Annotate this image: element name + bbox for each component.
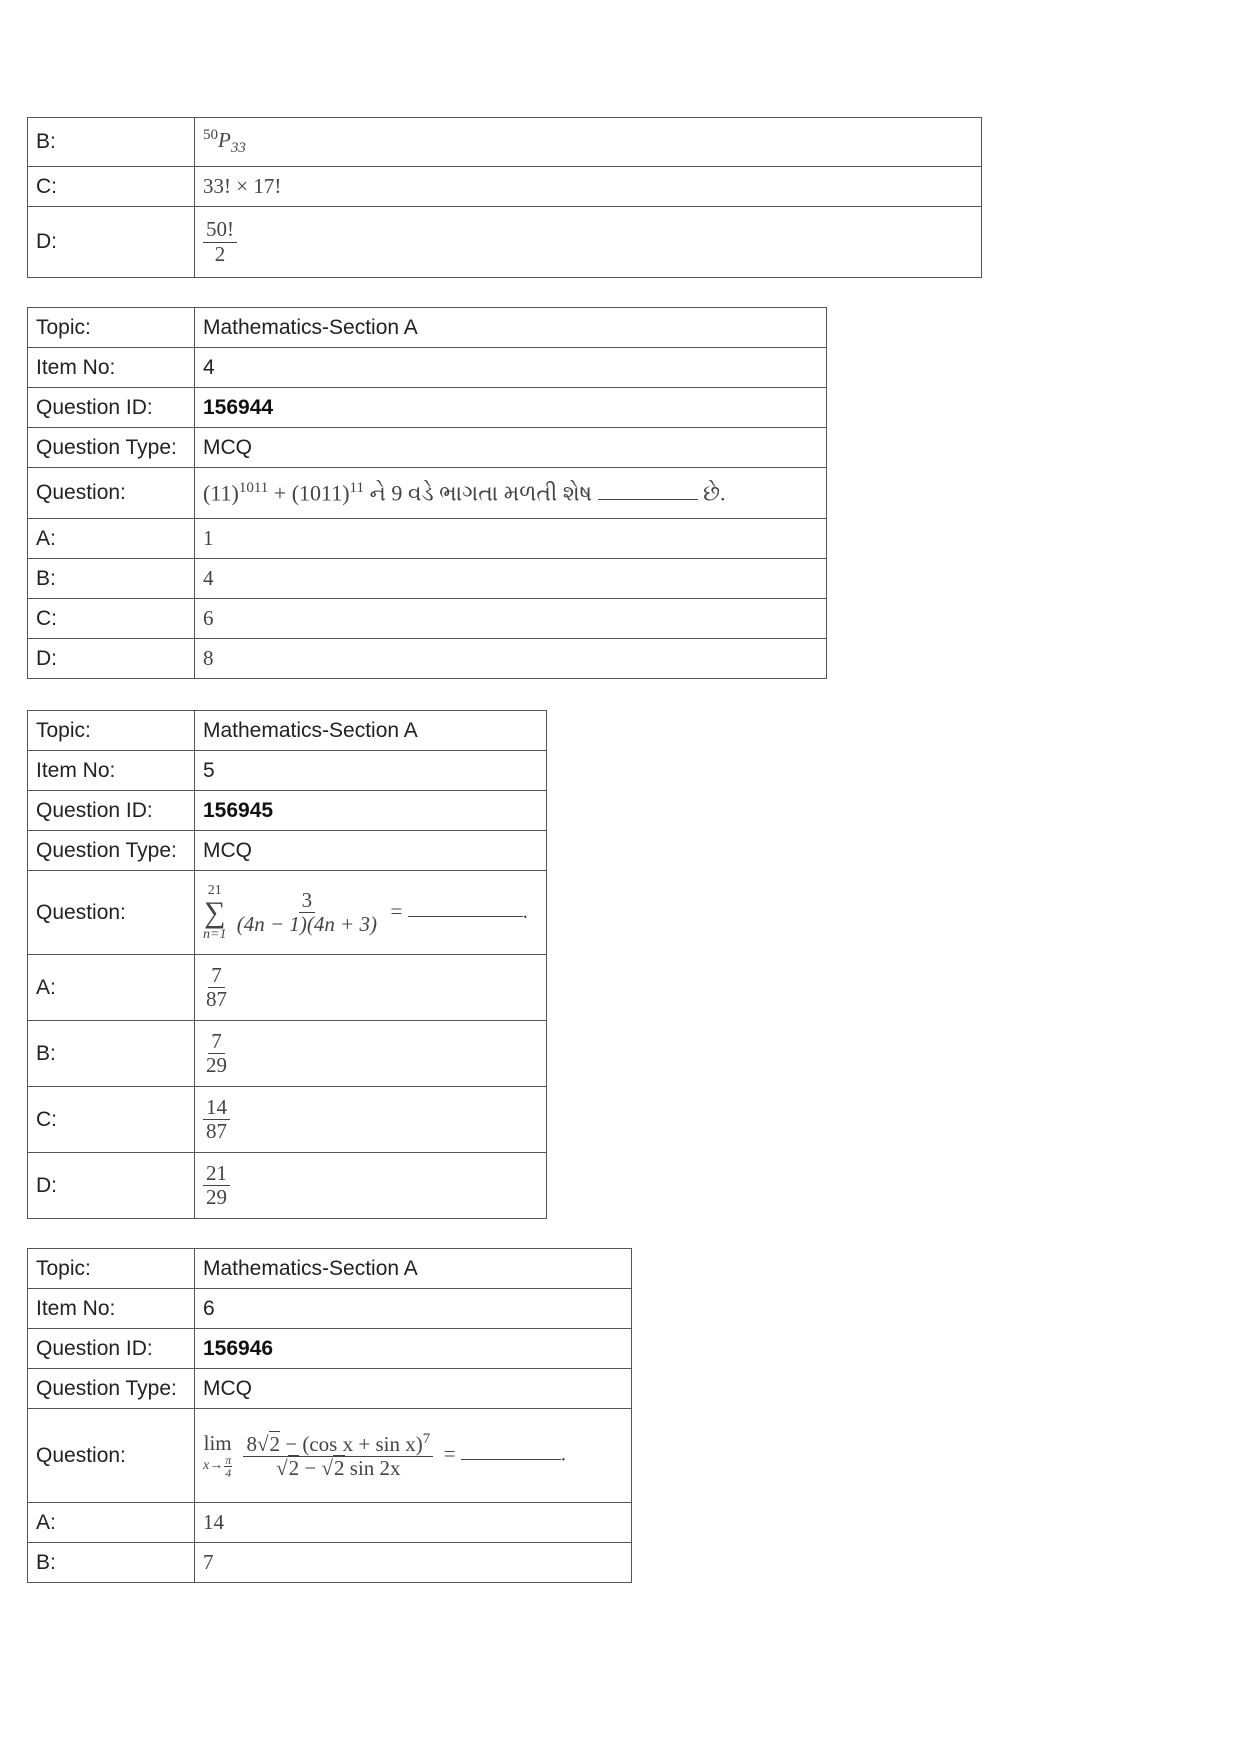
option-c-label: C:: [28, 1087, 195, 1153]
limit-operator: lim x→ π 4: [203, 1430, 232, 1481]
item-no-label: Item No:: [28, 1289, 195, 1329]
option-c-label: C:: [28, 599, 195, 639]
option-a-label: A:: [28, 1503, 195, 1543]
option-a-value: $\frac{7}{87}$: [195, 955, 547, 1021]
option-d-value: $\frac{21}{29}$: [195, 1153, 547, 1219]
question-type-value: MCQ: [195, 831, 547, 871]
question-label: Question:: [28, 871, 195, 955]
item-no-value: 6: [195, 1289, 632, 1329]
option-c-value: $\frac{14}{87}$: [195, 1087, 547, 1153]
question-label: Question:: [28, 1409, 195, 1503]
option-a-label: A:: [28, 955, 195, 1021]
item-no-label: Item No:: [28, 348, 195, 388]
option-b-label: B:: [28, 1021, 195, 1087]
option-b-label: B:: [28, 559, 195, 599]
topic-label: Topic:: [28, 711, 195, 751]
option-c-label: C:: [28, 167, 195, 207]
option-b-value: $^{50}P_{33}$: [195, 118, 982, 167]
option-b-label: B:: [28, 1543, 195, 1583]
option-a-value: 14: [195, 1503, 632, 1543]
question-id-label: Question ID:: [28, 388, 195, 428]
topic-label: Topic:: [28, 308, 195, 348]
item-no-value: 4: [195, 348, 827, 388]
option-d-row: [28, 207, 982, 278]
topic-value: Mathematics-Section A: [195, 1249, 632, 1289]
question-type-value: MCQ: [195, 428, 827, 468]
option-d-value: $\frac{50!}{2}$: [195, 207, 982, 278]
question-3-options-table: [27, 117, 982, 278]
answer-blank: [461, 1459, 561, 1460]
option-d-value: 8: [195, 639, 827, 679]
answer-blank: [408, 916, 523, 917]
option-b-value: 7: [195, 1543, 632, 1583]
question-id-value: 156945: [195, 791, 547, 831]
option-a-label: A:: [28, 519, 195, 559]
option-c-row: [28, 167, 982, 207]
option-c-value: 33! × 17!: [195, 167, 982, 207]
question-type-label: Question Type:: [28, 428, 195, 468]
question-text: 21 ∑ n=1 $\frac{3}{(4n - 1)(4n + 3)}$ = .: [195, 871, 547, 955]
question-type-value: MCQ: [195, 1369, 632, 1409]
option-d-label: D:: [28, 1153, 195, 1219]
question-text: lim x→ π 4 $\frac{8√2 - (\cos x + \sin x)^7}{√2 - √2 \sin 2x}$ = .: [195, 1409, 632, 1503]
question-4-table: [27, 307, 827, 679]
answer-blank: [598, 499, 698, 500]
question-text: $(11)^{1011} + (1011)^{11}$ ને 9 વડે ભાગતા મળતી શેષ છે.: [195, 468, 827, 519]
topic-value: Mathematics-Section A: [195, 308, 827, 348]
question-id-value: 156944: [195, 388, 827, 428]
option-b-value: 4: [195, 559, 827, 599]
option-d-label: D:: [28, 639, 195, 679]
topic-label: Topic:: [28, 1249, 195, 1289]
question-type-label: Question Type:: [28, 831, 195, 871]
question-6-table: [27, 1248, 632, 1583]
item-no-value: 5: [195, 751, 547, 791]
summation: 21 ∑ n=1: [203, 882, 227, 942]
question-label: Question:: [28, 468, 195, 519]
option-b-value: $\frac{7}{29}$: [195, 1021, 547, 1087]
item-no-label: Item No:: [28, 751, 195, 791]
option-b-row: [28, 118, 982, 167]
option-d-label: D:: [28, 207, 195, 278]
option-a-value: 1: [195, 519, 827, 559]
question-id-label: Question ID:: [28, 1329, 195, 1369]
question-5-table: [27, 710, 547, 1219]
option-b-label: B:: [28, 118, 195, 167]
option-c-value: 6: [195, 599, 827, 639]
question-type-label: Question Type:: [28, 1369, 195, 1409]
question-id-label: Question ID:: [28, 791, 195, 831]
question-id-value: 156946: [195, 1329, 632, 1369]
topic-value: Mathematics-Section A: [195, 711, 547, 751]
